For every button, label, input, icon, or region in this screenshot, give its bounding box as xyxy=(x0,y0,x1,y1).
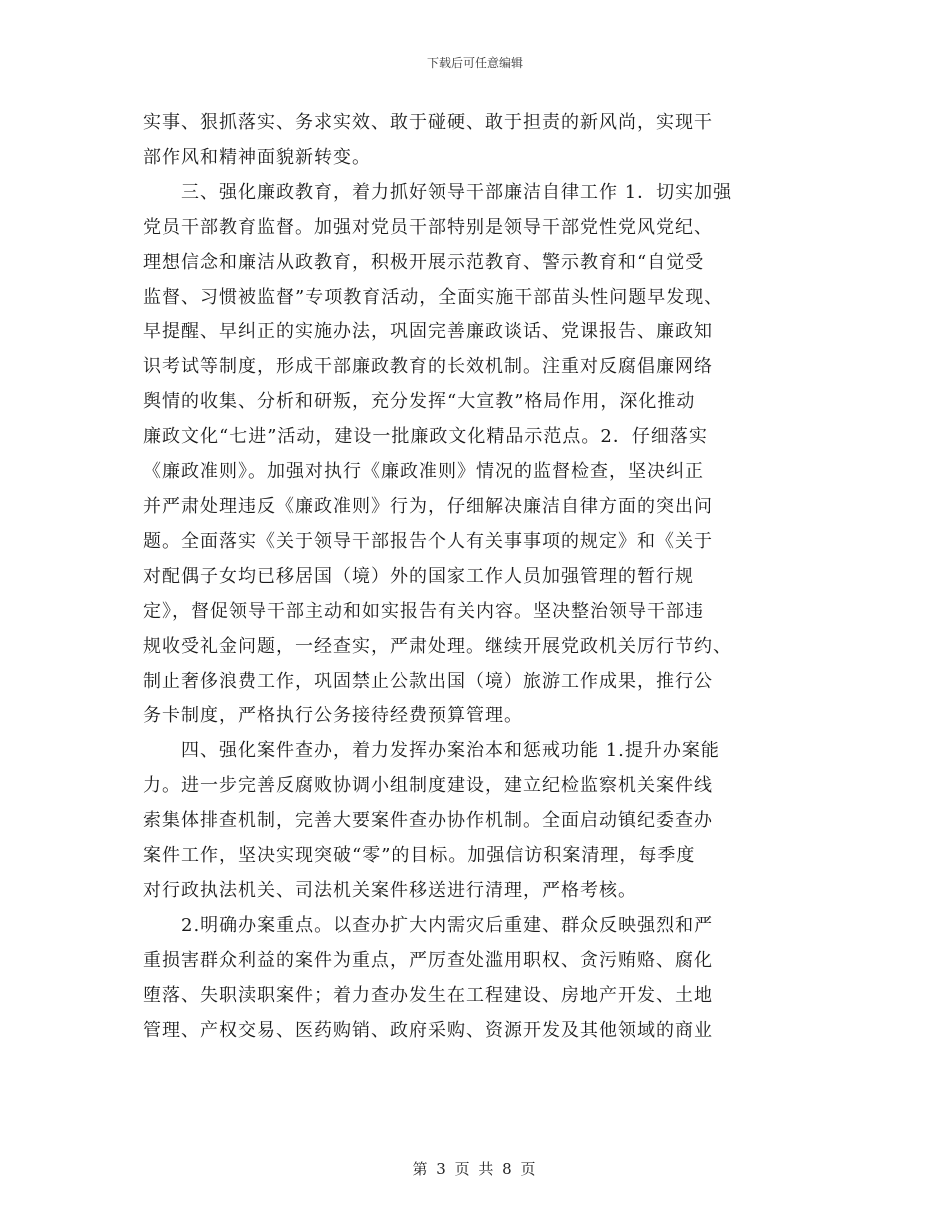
text-line: 务卡制度，严格执行公务接待经费预算管理。 xyxy=(143,705,523,727)
text-line: 识考试等制度，形成干部廉政教育的长效机制。注重对反腐倡廉网络 xyxy=(143,356,713,378)
text-line: 《廉政准则》。加强对执行《廉政准则》情况的监督检查，坚决纠正 xyxy=(143,461,704,483)
text-line: 对行政执法机关、司法机关案件移送进行清理，严格考核。 xyxy=(143,879,637,901)
text-line: 对配偶子女均已移居国（境）外的国家工作人员加强管理的暂行规 xyxy=(143,565,694,587)
paragraph-3 xyxy=(143,734,813,909)
paragraph-2 xyxy=(143,176,813,735)
text-line: 管理、产权交易、医药购销、政府采购、资源开发及其他领域的商业 xyxy=(143,1019,713,1041)
text-line: 规收受礼金问题，一经查实，严肃处理。继续开展党政机关厉行节约、 xyxy=(143,635,732,657)
text-line: 重损害群众利益的案件为重点，严厉查处滥用职权、贪污贿赂、腐化 xyxy=(143,949,713,971)
text-line: 堕落、失职渎职案件；着力查办发生在工程建设、房地产开发、土地 xyxy=(143,984,713,1006)
paragraph-4 xyxy=(143,909,813,1049)
text-line: 实事、狠抓落实、务求实效、敢于碰硬、敢于担责的新风尚，实现干 xyxy=(143,112,713,133)
text-line: 早提醒、早纠正的实施办法，巩固完善廉政谈话、党课报告、廉政知 xyxy=(143,321,713,343)
document-body xyxy=(143,106,813,1048)
text-line: 题。全面落实《关于领导干部报告个人有关事事项的规定》和《关于 xyxy=(143,530,713,552)
text-line: 监督、习惯被监督”专项教育活动，全面实施干部苗头性问题早发现、 xyxy=(143,286,724,308)
text-line: 案件工作，坚决实现突破“零”的目标。加强信访积案清理，每季度 xyxy=(143,845,696,867)
text-line: 四、强化案件查办，着力发挥办案治本和惩戒功能 1.提升办案能 xyxy=(143,740,720,762)
text-line: 舆情的收集、分析和研叛，充分发挥“大宣教”格局作用，深化推动 xyxy=(143,391,696,413)
page-number: 第 3 页 共 8 页 xyxy=(412,1160,538,1178)
text-line: 理想信念和廉洁从政教育，积极开展示范教育、警示教育和“自觉受 xyxy=(143,251,705,273)
text-line: 并严肃处理违反《廉政准则》行为，仔细解决廉洁自律方面的突出问 xyxy=(143,495,713,517)
text-line: 三、强化廉政教育，着力抓好领导干部廉洁自律工作 1．切实加强 xyxy=(143,181,733,203)
paragraph-1 xyxy=(143,106,813,176)
text-line: 制止奢侈浪费工作，巩固禁止公款出国（境）旅游工作成果，推行公 xyxy=(143,670,713,692)
page-header-note: 下载后可任意编辑 xyxy=(426,56,523,70)
text-line: 部作风和精神面貌新转变。 xyxy=(143,146,371,168)
text-line: 廉政文化“七进”活动，建设一批廉政文化精品示范点。2．仔细落实 xyxy=(143,426,708,448)
text-line: 2.明确办案重点。以查办扩大内需灾后重建、群众反映强烈和严 xyxy=(143,914,714,936)
text-line: 索集体排查机制，完善大要案件查办协作机制。全面启动镇纪委查办 xyxy=(143,810,713,832)
text-line: 力。进一步完善反腐败协调小组制度建设，建立纪检监察机关案件线 xyxy=(143,775,713,797)
text-line: 党员干部教育监督。加强对党员干部特别是领导干部党性党风党纪、 xyxy=(143,216,713,238)
text-line: 定》，督促领导干部主动和如实报告有关内容。坚决整治领导干部违 xyxy=(143,600,704,622)
